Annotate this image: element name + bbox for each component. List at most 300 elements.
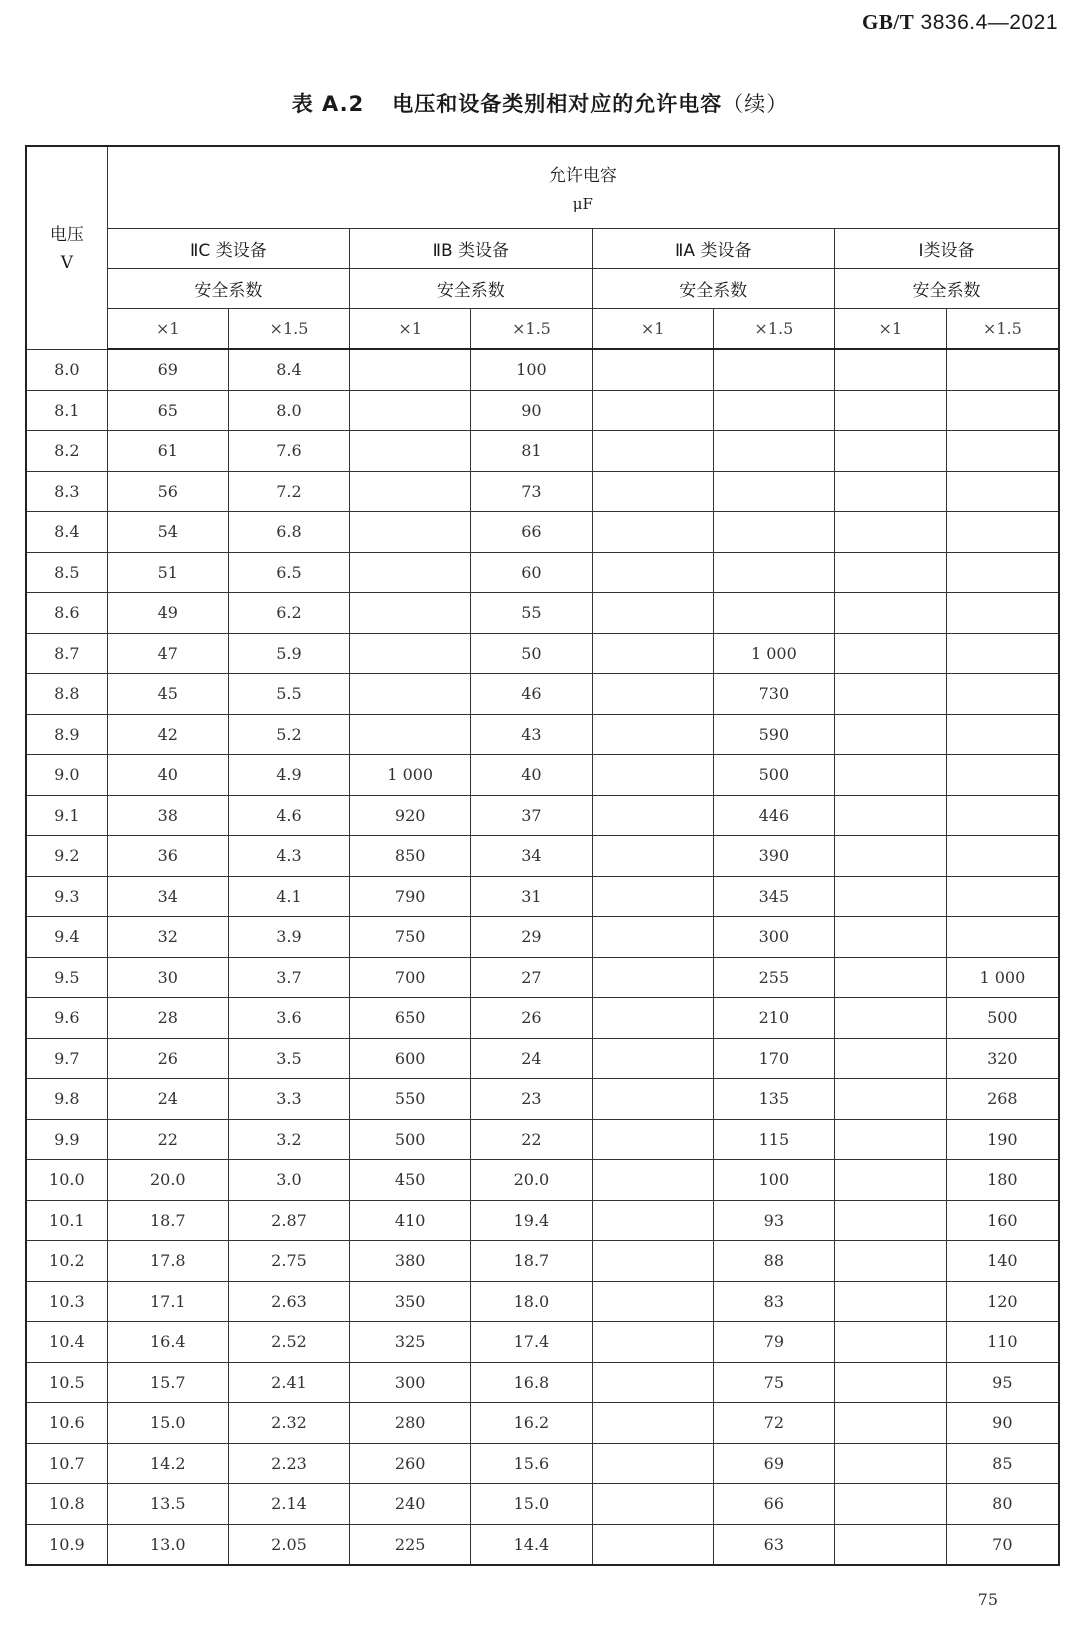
table-row — [26, 1443, 1059, 1484]
capacitance-cell: 3.7 — [228, 957, 349, 998]
capacitance-cell — [592, 512, 713, 553]
capacitance-cell — [946, 755, 1059, 796]
capacitance-cell — [834, 917, 946, 958]
capacitance-cell: 13.0 — [107, 1524, 228, 1565]
table-row — [26, 1200, 1059, 1241]
table-row — [26, 1119, 1059, 1160]
voltage-cell: 10.4 — [26, 1322, 107, 1363]
capacitance-cell — [592, 1524, 713, 1565]
table-row — [26, 836, 1059, 877]
capacitance-cell: 730 — [713, 674, 834, 715]
capacitance-cell: 2.23 — [228, 1443, 349, 1484]
capacitance-cell — [592, 1038, 713, 1079]
capacitance-cell: 72 — [713, 1403, 834, 1444]
capacitance-cell — [834, 674, 946, 715]
table-row — [26, 390, 1059, 431]
capacitance-cell: 81 — [471, 431, 592, 472]
capacitance-cell — [350, 471, 471, 512]
voltage-cell: 10.0 — [26, 1160, 107, 1201]
capacitance-cell: 1 000 — [946, 957, 1059, 998]
capacitance-cell — [592, 1403, 713, 1444]
capacitance-cell: 55 — [471, 593, 592, 634]
safety-factor-header: 安全系数 — [350, 269, 592, 309]
capacitance-cell: 450 — [350, 1160, 471, 1201]
capacitance-cell — [713, 512, 834, 553]
capacitance-cell: 2.52 — [228, 1322, 349, 1363]
capacitance-cell: 2.41 — [228, 1362, 349, 1403]
capacitance-cell — [592, 1200, 713, 1241]
capacitance-cell — [592, 390, 713, 431]
capacitance-cell: 320 — [946, 1038, 1059, 1079]
capacitance-cell: 42 — [107, 714, 228, 755]
capacitance-cell: 66 — [713, 1484, 834, 1525]
capacitance-cell: 93 — [713, 1200, 834, 1241]
capacitance-cell: 920 — [350, 795, 471, 836]
capacitance-cell — [350, 552, 471, 593]
capacitance-cell — [350, 674, 471, 715]
capacitance-cell — [834, 1524, 946, 1565]
capacitance-cell — [592, 471, 713, 512]
capacitance-cell — [592, 674, 713, 715]
capacitance-cell: 16.8 — [471, 1362, 592, 1403]
capacitance-cell — [946, 633, 1059, 674]
capacitance-cell: 13.5 — [107, 1484, 228, 1525]
capacitance-cell — [834, 471, 946, 512]
capacitance-cell: 29 — [471, 917, 592, 958]
voltage-cell: 9.6 — [26, 998, 107, 1039]
capacitance-cell: 500 — [713, 755, 834, 796]
capacitance-cell: 36 — [107, 836, 228, 877]
capacitance-cell: 1 000 — [350, 755, 471, 796]
table-row — [26, 633, 1059, 674]
capacitance-cell: 110 — [946, 1322, 1059, 1363]
capacitance-cell: 18.0 — [471, 1281, 592, 1322]
capacitance-cell: 135 — [713, 1079, 834, 1120]
table-title-suffix: （续） — [722, 92, 789, 116]
capacitance-cell: 240 — [350, 1484, 471, 1525]
standard-prefix: GB/T — [862, 10, 915, 34]
table-row — [26, 1079, 1059, 1120]
capacitance-cell: 6.5 — [228, 552, 349, 593]
standard-number: 3836.4—2021 — [920, 11, 1058, 34]
capacitance-cell — [834, 1038, 946, 1079]
capacitance-cell — [834, 1443, 946, 1484]
voltage-header: 电压 — [49, 224, 84, 245]
capacitance-cell: 80 — [946, 1484, 1059, 1525]
voltage-cell: 8.7 — [26, 633, 107, 674]
capacitance-cell — [592, 917, 713, 958]
capacitance-cell: 60 — [471, 552, 592, 593]
capacitance-cell — [946, 593, 1059, 634]
capacitance-cell: 7.6 — [228, 431, 349, 472]
capacitance-cell — [834, 755, 946, 796]
capacitance-cell: 37 — [471, 795, 592, 836]
capacitance-cell: 2.75 — [228, 1241, 349, 1282]
capacitance-cell — [834, 1322, 946, 1363]
capacitance-cell: 410 — [350, 1200, 471, 1241]
capacitance-cell — [713, 431, 834, 472]
capacitance-cell: 446 — [713, 795, 834, 836]
capacitance-cell — [592, 836, 713, 877]
voltage-cell: 8.1 — [26, 390, 107, 431]
table-title — [0, 88, 1080, 118]
capacitance-cell: 590 — [713, 714, 834, 755]
capacitance-cell — [592, 1241, 713, 1282]
capacitance-cell — [834, 1200, 946, 1241]
capacitance-cell — [834, 593, 946, 634]
capacitance-cell: 16.2 — [471, 1403, 592, 1444]
capacitance-cell: 14.4 — [471, 1524, 592, 1565]
capacitance-cell — [834, 552, 946, 593]
capacitance-cell: 18.7 — [471, 1241, 592, 1282]
capacitance-cell — [350, 512, 471, 553]
capacitance-cell — [946, 917, 1059, 958]
capacitance-cell: 3.3 — [228, 1079, 349, 1120]
capacitance-cell — [834, 633, 946, 674]
capacitance-cell: 6.2 — [228, 593, 349, 634]
table-row — [26, 755, 1059, 796]
voltage-cell: 9.3 — [26, 876, 107, 917]
capacitance-cell — [834, 1403, 946, 1444]
capacitance-cell: 51 — [107, 552, 228, 593]
capacitance-cell — [946, 795, 1059, 836]
capacitance-cell: 4.1 — [228, 876, 349, 917]
table-row — [26, 1362, 1059, 1403]
capacitance-cell — [350, 593, 471, 634]
table-row — [26, 674, 1059, 715]
capacitance-cell: 280 — [350, 1403, 471, 1444]
capacitance-cell — [713, 552, 834, 593]
capacitance-cell: 7.2 — [228, 471, 349, 512]
capacitance-cell: 190 — [946, 1119, 1059, 1160]
voltage-cell: 8.0 — [26, 349, 107, 390]
table-title-text: 电压和设备类别相对应的允许电容 — [392, 92, 723, 116]
capacitance-cell: 73 — [471, 471, 592, 512]
group-header-i: Ⅰ类设备 — [834, 229, 1059, 269]
capacitance-cell: 750 — [350, 917, 471, 958]
capacitance-cell — [350, 431, 471, 472]
capacitance-header: 允许电容 — [548, 165, 617, 186]
capacitance-cell: 4.6 — [228, 795, 349, 836]
capacitance-cell: 5.5 — [228, 674, 349, 715]
group-header-iib: ⅡB 类设备 — [350, 229, 592, 269]
capacitance-cell — [713, 471, 834, 512]
capacitance-cell: 350 — [350, 1281, 471, 1322]
capacitance-cell: 100 — [713, 1160, 834, 1201]
capacitance-cell — [834, 1362, 946, 1403]
table-row — [26, 1241, 1059, 1282]
capacitance-cell: 83 — [713, 1281, 834, 1322]
capacitance-cell: 3.0 — [228, 1160, 349, 1201]
group-header-iia: ⅡA 类设备 — [592, 229, 834, 269]
capacitance-cell — [834, 714, 946, 755]
capacitance-cell: 22 — [471, 1119, 592, 1160]
capacitance-cell: 325 — [350, 1322, 471, 1363]
voltage-cell: 9.9 — [26, 1119, 107, 1160]
table-row — [26, 1524, 1059, 1565]
capacitance-cell: 790 — [350, 876, 471, 917]
capacitance-cell: 2.32 — [228, 1403, 349, 1444]
capacitance-cell: 24 — [471, 1038, 592, 1079]
multiplier-header: ×1 — [834, 309, 946, 350]
table-header — [26, 146, 1059, 349]
voltage-cell: 9.2 — [26, 836, 107, 877]
multiplier-header: ×1.5 — [713, 309, 834, 350]
capacitance-cell: 20.0 — [107, 1160, 228, 1201]
capacitance-cell: 4.9 — [228, 755, 349, 796]
capacitance-cell — [592, 1322, 713, 1363]
table-row — [26, 431, 1059, 472]
capacitance-cell — [713, 349, 834, 390]
capacitance-cell — [946, 471, 1059, 512]
capacitance-cell: 390 — [713, 836, 834, 877]
capacitance-cell: 22 — [107, 1119, 228, 1160]
capacitance-cell: 34 — [107, 876, 228, 917]
capacitance-cell: 26 — [107, 1038, 228, 1079]
capacitance-cell: 50 — [471, 633, 592, 674]
capacitance-cell — [592, 1119, 713, 1160]
capacitance-unit: μF — [572, 194, 593, 213]
capacitance-cell — [834, 836, 946, 877]
capacitance-cell: 43 — [471, 714, 592, 755]
capacitance-cell: 300 — [350, 1362, 471, 1403]
capacitance-cell — [592, 1484, 713, 1525]
capacitance-header-cell — [107, 146, 1059, 229]
table-row — [26, 876, 1059, 917]
capacitance-cell: 225 — [350, 1524, 471, 1565]
capacitance-cell: 550 — [350, 1079, 471, 1120]
capacitance-cell: 65 — [107, 390, 228, 431]
capacitance-cell — [946, 512, 1059, 553]
capacitance-cell — [592, 998, 713, 1039]
capacitance-cell — [592, 552, 713, 593]
capacitance-cell: 70 — [946, 1524, 1059, 1565]
capacitance-cell: 4.3 — [228, 836, 349, 877]
capacitance-cell: 300 — [713, 917, 834, 958]
capacitance-cell: 140 — [946, 1241, 1059, 1282]
multiplier-header: ×1 — [107, 309, 228, 350]
table-row — [26, 1403, 1059, 1444]
capacitance-cell — [834, 1160, 946, 1201]
voltage-cell: 8.4 — [26, 512, 107, 553]
voltage-cell: 8.3 — [26, 471, 107, 512]
table-row — [26, 917, 1059, 958]
voltage-cell: 10.2 — [26, 1241, 107, 1282]
capacitance-cell: 345 — [713, 876, 834, 917]
multiplier-header: ×1 — [592, 309, 713, 350]
capacitance-cell: 75 — [713, 1362, 834, 1403]
capacitance-cell: 38 — [107, 795, 228, 836]
capacitance-cell — [713, 390, 834, 431]
capacitance-cell — [592, 755, 713, 796]
standard-code — [862, 10, 1058, 35]
capacitance-cell: 2.05 — [228, 1524, 349, 1565]
capacitance-cell — [946, 552, 1059, 593]
page-number: 75 — [977, 1590, 998, 1609]
capacitance-cell — [834, 876, 946, 917]
capacitance-cell: 600 — [350, 1038, 471, 1079]
capacitance-cell — [834, 1281, 946, 1322]
capacitance-cell: 2.63 — [228, 1281, 349, 1322]
table-row — [26, 471, 1059, 512]
capacitance-cell: 850 — [350, 836, 471, 877]
multiplier-header: ×1.5 — [471, 309, 592, 350]
capacitance-cell: 14.2 — [107, 1443, 228, 1484]
capacitance-cell — [592, 633, 713, 674]
table-row — [26, 998, 1059, 1039]
capacitance-cell: 49 — [107, 593, 228, 634]
capacitance-cell: 1 000 — [713, 633, 834, 674]
table-row — [26, 593, 1059, 634]
voltage-cell: 9.5 — [26, 957, 107, 998]
capacitance-cell: 268 — [946, 1079, 1059, 1120]
capacitance-cell — [946, 876, 1059, 917]
voltage-cell: 9.4 — [26, 917, 107, 958]
capacitance-cell: 20.0 — [471, 1160, 592, 1201]
capacitance-cell: 28 — [107, 998, 228, 1039]
capacitance-cell — [834, 390, 946, 431]
capacitance-cell: 45 — [107, 674, 228, 715]
voltage-cell: 10.3 — [26, 1281, 107, 1322]
capacitance-cell — [834, 795, 946, 836]
capacitance-cell: 210 — [713, 998, 834, 1039]
voltage-unit: V — [60, 252, 73, 273]
safety-factor-header: 安全系数 — [592, 269, 834, 309]
capacitance-cell — [946, 349, 1059, 390]
table-row — [26, 1160, 1059, 1201]
capacitance-cell: 500 — [946, 998, 1059, 1039]
safety-factor-header: 安全系数 — [107, 269, 349, 309]
voltage-cell: 8.5 — [26, 552, 107, 593]
capacitance-cell: 40 — [107, 755, 228, 796]
table-row — [26, 349, 1059, 390]
capacitance-cell: 90 — [471, 390, 592, 431]
capacitance-cell: 170 — [713, 1038, 834, 1079]
capacitance-cell: 6.8 — [228, 512, 349, 553]
capacitance-cell: 2.87 — [228, 1200, 349, 1241]
capacitance-cell: 700 — [350, 957, 471, 998]
capacitance-cell: 115 — [713, 1119, 834, 1160]
capacitance-cell — [592, 1281, 713, 1322]
capacitance-cell: 69 — [107, 349, 228, 390]
capacitance-cell — [946, 431, 1059, 472]
capacitance-cell: 40 — [471, 755, 592, 796]
voltage-cell: 10.7 — [26, 1443, 107, 1484]
capacitance-cell: 3.9 — [228, 917, 349, 958]
capacitance-cell — [350, 714, 471, 755]
multiplier-header: ×1.5 — [228, 309, 349, 350]
capacitance-cell: 27 — [471, 957, 592, 998]
table-row — [26, 552, 1059, 593]
capacitance-cell: 650 — [350, 998, 471, 1039]
capacitance-cell: 17.4 — [471, 1322, 592, 1363]
capacitance-cell: 3.5 — [228, 1038, 349, 1079]
capacitance-cell: 8.4 — [228, 349, 349, 390]
table-body — [26, 349, 1059, 1565]
voltage-cell: 10.6 — [26, 1403, 107, 1444]
voltage-cell: 8.9 — [26, 714, 107, 755]
capacitance-cell: 17.1 — [107, 1281, 228, 1322]
capacitance-cell — [592, 1362, 713, 1403]
capacitance-cell: 66 — [471, 512, 592, 553]
capacitance-cell: 19.4 — [471, 1200, 592, 1241]
capacitance-table — [25, 145, 1060, 1566]
capacitance-cell — [592, 1079, 713, 1120]
capacitance-cell — [350, 633, 471, 674]
capacitance-cell — [592, 957, 713, 998]
capacitance-cell: 54 — [107, 512, 228, 553]
voltage-cell: 9.7 — [26, 1038, 107, 1079]
voltage-cell: 10.5 — [26, 1362, 107, 1403]
capacitance-cell: 95 — [946, 1362, 1059, 1403]
capacitance-cell: 120 — [946, 1281, 1059, 1322]
voltage-cell: 9.1 — [26, 795, 107, 836]
capacitance-cell — [592, 795, 713, 836]
table-row — [26, 957, 1059, 998]
capacitance-cell: 30 — [107, 957, 228, 998]
capacitance-cell: 85 — [946, 1443, 1059, 1484]
voltage-cell: 10.8 — [26, 1484, 107, 1525]
capacitance-cell: 90 — [946, 1403, 1059, 1444]
capacitance-cell: 79 — [713, 1322, 834, 1363]
table-row — [26, 714, 1059, 755]
capacitance-cell: 34 — [471, 836, 592, 877]
capacitance-cell — [946, 836, 1059, 877]
group-header-iic: ⅡC 类设备 — [107, 229, 349, 269]
capacitance-cell: 69 — [713, 1443, 834, 1484]
voltage-cell: 8.2 — [26, 431, 107, 472]
capacitance-cell — [592, 593, 713, 634]
capacitance-cell: 260 — [350, 1443, 471, 1484]
capacitance-cell — [350, 349, 471, 390]
capacitance-cell — [592, 714, 713, 755]
capacitance-cell — [834, 1119, 946, 1160]
capacitance-cell: 160 — [946, 1200, 1059, 1241]
capacitance-cell: 3.2 — [228, 1119, 349, 1160]
capacitance-cell: 16.4 — [107, 1322, 228, 1363]
capacitance-cell: 61 — [107, 431, 228, 472]
capacitance-cell: 56 — [107, 471, 228, 512]
capacitance-cell: 23 — [471, 1079, 592, 1120]
capacitance-cell — [592, 349, 713, 390]
voltage-header-cell — [26, 146, 107, 349]
voltage-cell: 8.8 — [26, 674, 107, 715]
capacitance-cell: 26 — [471, 998, 592, 1039]
table-row — [26, 1322, 1059, 1363]
capacitance-cell: 15.0 — [107, 1403, 228, 1444]
table-row — [26, 512, 1059, 553]
capacitance-cell — [592, 1160, 713, 1201]
capacitance-cell: 47 — [107, 633, 228, 674]
capacitance-cell — [592, 431, 713, 472]
capacitance-cell: 5.9 — [228, 633, 349, 674]
voltage-cell: 9.8 — [26, 1079, 107, 1120]
table-row — [26, 795, 1059, 836]
capacitance-cell — [946, 674, 1059, 715]
capacitance-cell: 32 — [107, 917, 228, 958]
table-row — [26, 1484, 1059, 1525]
capacitance-cell: 17.8 — [107, 1241, 228, 1282]
capacitance-cell — [834, 957, 946, 998]
table-row — [26, 1281, 1059, 1322]
capacitance-cell — [946, 390, 1059, 431]
capacitance-cell — [834, 431, 946, 472]
capacitance-cell — [592, 1443, 713, 1484]
capacitance-cell: 15.0 — [471, 1484, 592, 1525]
capacitance-cell — [834, 1079, 946, 1120]
capacitance-cell — [834, 1484, 946, 1525]
safety-factor-header: 安全系数 — [834, 269, 1059, 309]
